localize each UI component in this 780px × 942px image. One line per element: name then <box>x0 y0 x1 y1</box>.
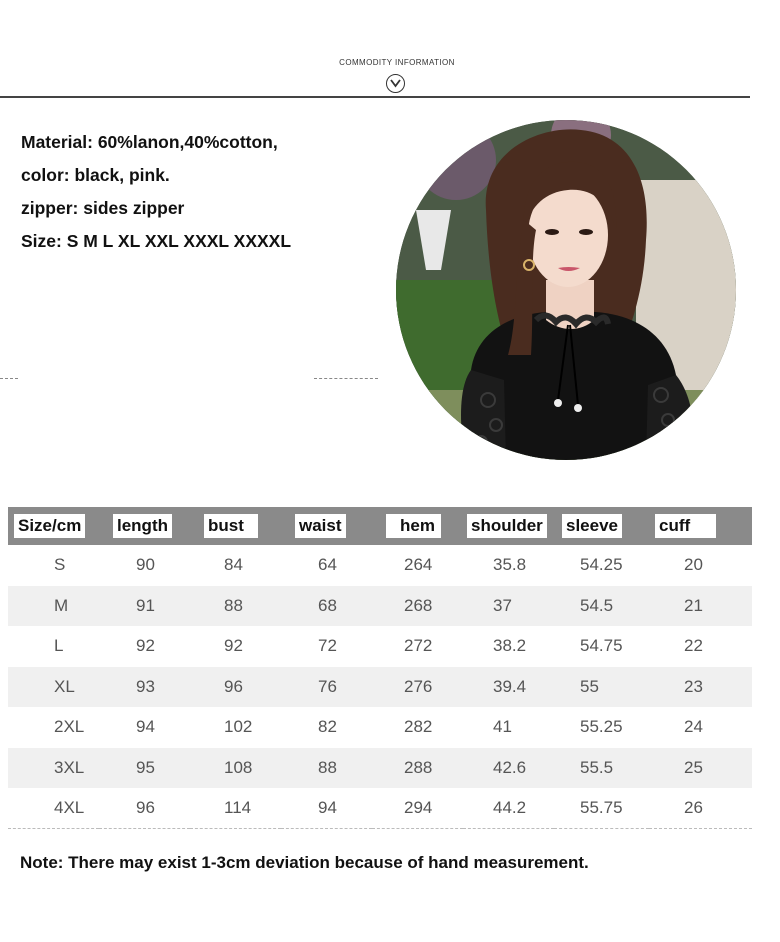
table-cell: 22 <box>684 636 703 656</box>
color-text: color: black, pink. <box>21 165 170 185</box>
chevron-down-circle-icon <box>386 74 405 93</box>
header-label: hem <box>386 514 441 538</box>
header-cell <box>372 507 463 545</box>
header-cell <box>190 507 281 545</box>
section-title: COMMODITY INFORMATION <box>339 58 455 67</box>
measurement-note: Note: There may exist 1-3cm deviation because of hand measurement. <box>20 853 589 872</box>
header-label: length <box>113 514 172 538</box>
product-info <box>21 126 291 258</box>
table-cell: 35.8 <box>493 555 527 575</box>
table-cell: 24 <box>684 717 703 737</box>
table-cell: 94 <box>136 717 155 737</box>
table-cell: 90 <box>136 555 155 575</box>
table-cell: 92 <box>224 636 243 656</box>
table-cell: 108 <box>190 748 281 789</box>
header-label: sleeve <box>562 514 622 538</box>
table-cell: 88 <box>190 586 281 627</box>
table-cell: S <box>54 555 66 575</box>
table-cell: 41 <box>493 717 512 737</box>
header-cell <box>99 507 190 545</box>
size-text: Size: S M L XL XXL XXXL XXXXL <box>21 231 292 251</box>
header-cell <box>554 507 649 545</box>
table-cell: 264 <box>404 555 433 575</box>
table-cell: 38.2 <box>493 636 527 656</box>
table-cell: 72 <box>318 636 337 656</box>
table-row <box>8 667 752 708</box>
table-row <box>8 586 752 627</box>
table-row <box>8 748 752 789</box>
table-cell: 55.25 <box>580 717 623 737</box>
header-label: cuff <box>655 514 716 538</box>
table-cell: 20 <box>684 555 703 575</box>
table-cell: 42.6 <box>463 748 554 789</box>
table-cell: 102 <box>224 717 253 737</box>
table-cell: 68 <box>281 586 372 627</box>
size-table-body <box>8 545 752 829</box>
table-cell: 294 <box>372 788 463 829</box>
table-cell: 84 <box>224 555 243 575</box>
table-cell: 114 <box>190 788 281 829</box>
table-cell: XL <box>8 667 99 708</box>
table-cell: 55 <box>554 667 649 708</box>
dashed-divider-right <box>314 378 378 379</box>
table-cell: 282 <box>404 717 433 737</box>
table-cell: 2XL <box>54 717 85 737</box>
table-cell: 288 <box>372 748 463 789</box>
header-label: Size/cm <box>14 514 85 538</box>
header-label: shoulder <box>467 514 547 538</box>
table-cell: 3XL <box>8 748 99 789</box>
table-cell: 272 <box>404 636 433 656</box>
table-cell: 268 <box>372 586 463 627</box>
material-text: Material: 60%lanon,40%cotton, <box>21 132 278 152</box>
table-cell: 82 <box>318 717 337 737</box>
table-header-row <box>8 507 752 545</box>
table-row <box>8 707 752 748</box>
table-cell: 39.4 <box>463 667 554 708</box>
table-cell: 44.2 <box>463 788 554 829</box>
table-cell: L <box>54 636 64 656</box>
table-row <box>8 545 752 586</box>
table-cell: 26 <box>649 788 752 829</box>
header-divider <box>0 96 750 98</box>
table-cell: 4XL <box>8 788 99 829</box>
table-cell: 93 <box>99 667 190 708</box>
dashed-divider-left <box>0 378 18 379</box>
table-cell: 54.75 <box>580 636 623 656</box>
table-cell: 25 <box>649 748 752 789</box>
table-cell: 94 <box>281 788 372 829</box>
table-cell: 92 <box>136 636 155 656</box>
header-cell <box>649 507 752 545</box>
table-cell: 23 <box>649 667 752 708</box>
table-cell: 276 <box>372 667 463 708</box>
table-row <box>8 626 752 667</box>
table-cell: M <box>8 586 99 627</box>
table-row <box>8 788 752 829</box>
table-cell: 54.5 <box>554 586 649 627</box>
header-label: bust <box>204 514 258 538</box>
table-cell: 55.5 <box>554 748 649 789</box>
table-cell: 88 <box>281 748 372 789</box>
table-cell: 91 <box>99 586 190 627</box>
header-cell <box>463 507 554 545</box>
size-chart-table <box>8 507 752 829</box>
table-cell: 21 <box>649 586 752 627</box>
table-cell: 55.75 <box>554 788 649 829</box>
header-cell <box>281 507 372 545</box>
table-cell: 37 <box>463 586 554 627</box>
zipper-text: zipper: sides zipper <box>21 198 185 218</box>
table-cell: 95 <box>99 748 190 789</box>
table-cell: 54.25 <box>580 555 623 575</box>
table-cell: 76 <box>281 667 372 708</box>
table-cell: 96 <box>99 788 190 829</box>
header-cell <box>8 507 99 545</box>
table-cell: 96 <box>190 667 281 708</box>
product-photo <box>396 120 736 460</box>
table-cell: 64 <box>318 555 337 575</box>
header-label: waist <box>295 514 346 538</box>
